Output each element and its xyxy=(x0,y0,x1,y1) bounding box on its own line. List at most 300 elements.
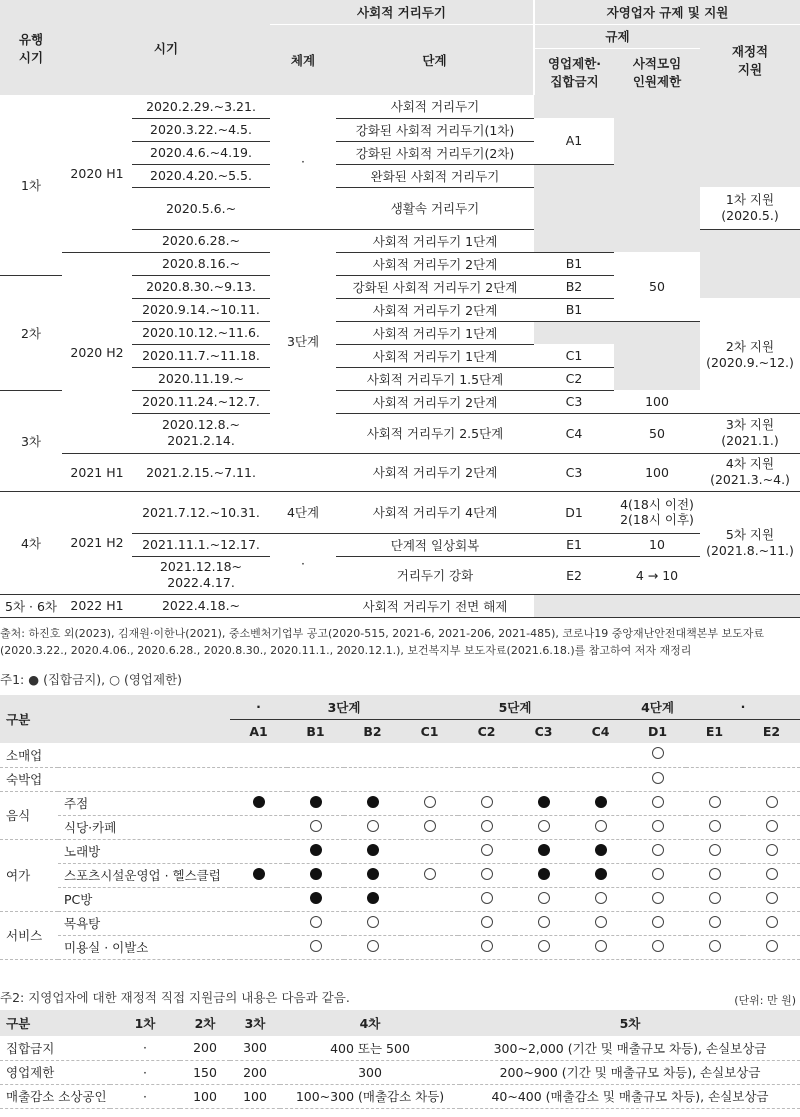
empty-circle-icon xyxy=(538,892,550,904)
stage-cell: 거리두기 강화 xyxy=(336,556,534,594)
code-cell: A1 xyxy=(534,118,614,164)
t2-code-header: E1 xyxy=(686,719,743,743)
t2-mark-cell xyxy=(686,815,743,839)
header-regulation: 규제 xyxy=(534,24,700,48)
support-cell: 1차 지원 (2020.5.) xyxy=(700,187,800,229)
stage-cell: 생활속 거리두기 xyxy=(336,187,534,229)
period-cell: 2020.3.22.~4.5. xyxy=(132,118,270,141)
note-1: 주1: ● (집합금지), ○ (영업제한) xyxy=(0,672,183,687)
system-cell: 4단계 xyxy=(270,491,336,533)
code-cell xyxy=(534,95,614,118)
stage-cell: 단계적 일상회복 xyxy=(336,533,534,556)
period-cell: 2020.8.30.~9.13. xyxy=(132,275,270,298)
code-cell xyxy=(534,321,614,344)
t2-subcategory: 노래방 xyxy=(58,839,230,863)
support-cell: 4차 지원 (2021.3.~4.) xyxy=(700,453,800,491)
limit-cell: 100 xyxy=(614,453,700,491)
period-cell: 2020.4.6.~4.19. xyxy=(132,141,270,164)
t2-mark-cell xyxy=(344,743,401,767)
empty-circle-icon xyxy=(538,940,550,952)
empty-circle-icon xyxy=(367,940,379,952)
t2-subcategory: 주점 xyxy=(58,791,230,815)
t2-mark-cell xyxy=(743,743,800,767)
empty-circle-icon xyxy=(538,820,550,832)
t2-mark-cell xyxy=(230,887,287,911)
period-cell: 2020.4.20.~5.5. xyxy=(132,164,270,187)
t2-mark-cell xyxy=(287,887,344,911)
code-cell: B1 xyxy=(534,252,614,275)
stage-cell: 사회적 거리두기 2단계 xyxy=(336,298,534,321)
stage-cell: 사회적 거리두기 2단계 xyxy=(336,252,534,275)
t2-category: 여가 xyxy=(0,839,58,911)
code-cell xyxy=(534,187,614,229)
t2-code-header: B1 xyxy=(287,719,344,743)
t2-mark-cell xyxy=(515,815,572,839)
t2-mark-cell xyxy=(515,767,572,791)
t2-row xyxy=(0,911,800,935)
t3-cell: 100 xyxy=(230,1084,280,1108)
stage-cell: 사회적 거리두기 2단계 xyxy=(336,453,534,491)
period-cell: 2022.4.18.~ xyxy=(132,594,270,617)
t3-cell: 300 xyxy=(230,1036,280,1060)
empty-circle-icon xyxy=(595,916,607,928)
support-cell xyxy=(700,252,800,275)
empty-circle-icon xyxy=(481,892,493,904)
t2-mark-cell xyxy=(686,863,743,887)
t2-category: 소매업 xyxy=(0,743,230,767)
t2-mark-cell xyxy=(287,839,344,863)
t2-mark-cell xyxy=(515,887,572,911)
t2-mark-cell xyxy=(230,743,287,767)
t2-mark-cell xyxy=(572,887,629,911)
empty-circle-icon xyxy=(367,916,379,928)
stage-cell: 사회적 거리두기 xyxy=(336,95,534,118)
empty-circle-icon xyxy=(481,940,493,952)
t2-mark-cell xyxy=(572,935,629,959)
t2-mark-cell xyxy=(344,791,401,815)
code-cell: B1 xyxy=(534,298,614,321)
empty-circle-icon xyxy=(424,868,436,880)
t2-mark-cell xyxy=(629,911,686,935)
t2-subcategory: 목욕탕 xyxy=(58,911,230,935)
t2-group-header: 4단계 xyxy=(629,695,686,719)
t3-cell: 영업제한 xyxy=(0,1060,110,1084)
filled-circle-icon xyxy=(367,892,379,904)
unit-label: (단위: 만 원) xyxy=(734,994,796,1007)
filled-circle-icon xyxy=(538,844,550,856)
t2-group-header: 5단계 xyxy=(401,695,629,719)
empty-circle-icon xyxy=(652,796,664,808)
code-cell: D1 xyxy=(534,491,614,533)
t2-mark-cell xyxy=(743,935,800,959)
empty-circle-icon xyxy=(310,820,322,832)
t2-mark-cell xyxy=(515,863,572,887)
stage-cell: 사회적 거리두기 1단계 xyxy=(336,229,534,252)
empty-circle-icon xyxy=(709,868,721,880)
stage-cell: 사회적 거리두기 2단계 xyxy=(336,390,534,413)
period-cell: 2020.2.29.~3.21. xyxy=(132,95,270,118)
filled-circle-icon xyxy=(310,844,322,856)
t2-mark-cell xyxy=(572,743,629,767)
t2-subcategory: 미용실 · 이발소 xyxy=(58,935,230,959)
t2-mark-cell xyxy=(344,839,401,863)
t2-row xyxy=(0,791,800,815)
code-cell: E1 xyxy=(534,533,614,556)
half-cell: 2020 H1 xyxy=(62,95,132,252)
empty-circle-icon xyxy=(310,940,322,952)
t2-mark-cell xyxy=(344,863,401,887)
t2-code-header: C2 xyxy=(458,719,515,743)
t2-mark-cell xyxy=(458,911,515,935)
industry-restriction-table xyxy=(0,695,800,960)
t2-group-header: · xyxy=(686,695,800,719)
t2-mark-cell xyxy=(401,743,458,767)
filled-circle-icon xyxy=(253,868,265,880)
t2-mark-cell xyxy=(572,863,629,887)
t2-mark-cell xyxy=(572,911,629,935)
stage-cell: 강화된 사회적 거리두기(2차) xyxy=(336,141,534,164)
t3-header: 5차 xyxy=(460,1010,800,1036)
limit-cell xyxy=(614,95,700,187)
empty-circle-icon xyxy=(709,916,721,928)
t2-code-header: C4 xyxy=(572,719,629,743)
t2-row xyxy=(0,887,800,911)
filled-circle-icon xyxy=(310,796,322,808)
empty-gray-cell xyxy=(534,594,800,617)
t2-code-header: C1 xyxy=(401,719,458,743)
t2-mark-cell xyxy=(287,767,344,791)
source-note: 출처: 하진호 외(2023), 김재원·이한나(2021), 중소벤처기업부 공고(2020-515, 2021-6, 2021-206, 2021-485), 코로나19 중앙재난안전대책본부 보도자료(2020.3.22., 2020.4.06., 2020.6.28., 2020.8.30., 2020.11.1., 2020.12.1.), 보건복지부 보도자료(2021.6.18.)를 참고하여 저자 재정리 xyxy=(0,627,765,657)
empty-circle-icon xyxy=(424,820,436,832)
empty-circle-icon xyxy=(481,868,493,880)
t2-mark-cell xyxy=(458,815,515,839)
t2-mark-cell xyxy=(230,839,287,863)
t3-cell: 매출감소 소상공인 xyxy=(0,1084,110,1108)
t2-mark-cell xyxy=(686,839,743,863)
t2-mark-cell xyxy=(686,911,743,935)
t2-mark-cell xyxy=(230,767,287,791)
period-cell: 2020.5.6.~ xyxy=(132,187,270,229)
period-cell: 2020.6.28.~ xyxy=(132,229,270,252)
t2-mark-cell xyxy=(629,839,686,863)
t2-mark-cell xyxy=(230,911,287,935)
t2-row xyxy=(0,839,800,863)
limit-cell: 10 xyxy=(614,533,700,556)
code-cell: C2 xyxy=(534,367,614,390)
filled-circle-icon xyxy=(367,844,379,856)
t2-mark-cell xyxy=(458,887,515,911)
t3-header: 3차 xyxy=(230,1010,280,1036)
system-cell xyxy=(270,594,336,617)
t3-cell: 집합금지 xyxy=(0,1036,110,1060)
t2-mark-cell xyxy=(401,767,458,791)
t2-row xyxy=(0,743,800,767)
empty-circle-icon xyxy=(766,868,778,880)
filled-circle-icon xyxy=(595,796,607,808)
limit-cell: 50 xyxy=(614,413,700,453)
t3-cell: 200 xyxy=(180,1036,230,1060)
t2-mark-cell xyxy=(287,791,344,815)
t2-mark-cell xyxy=(287,935,344,959)
code-cell: C1 xyxy=(534,344,614,367)
support-cell xyxy=(700,95,800,187)
t3-cell: · xyxy=(110,1084,180,1108)
t3-cell: 100~300 (매출감소 차등) xyxy=(280,1084,460,1108)
stage-cell: 사회적 거리두기 1.5단계 xyxy=(336,367,534,390)
t2-mark-cell xyxy=(743,911,800,935)
code-cell: C3 xyxy=(534,390,614,413)
filled-circle-icon xyxy=(595,868,607,880)
t2-mark-cell xyxy=(458,767,515,791)
t2-mark-cell xyxy=(515,935,572,959)
t3-cell: · xyxy=(110,1060,180,1084)
t2-category: 서비스 xyxy=(0,911,58,959)
wave-cell: 4차 xyxy=(0,491,62,594)
empty-circle-icon xyxy=(424,796,436,808)
t2-row xyxy=(0,935,800,959)
period-cell: 2020.8.16.~ xyxy=(132,252,270,275)
half-cell: 2022 H1 xyxy=(62,594,132,617)
t2-code-header: D1 xyxy=(629,719,686,743)
t2-subcategory: 식당·카페 xyxy=(58,815,230,839)
header-financial-support: 재정적 지원 xyxy=(700,24,800,95)
t2-mark-cell xyxy=(287,863,344,887)
t2-mark-cell xyxy=(629,767,686,791)
t2-mark-cell xyxy=(629,863,686,887)
empty-circle-icon xyxy=(766,892,778,904)
half-cell: 2021 H2 xyxy=(62,491,132,594)
stage-cell: 완화된 사회적 거리두기 xyxy=(336,164,534,187)
filled-circle-icon xyxy=(253,796,265,808)
code-cell: B2 xyxy=(534,275,614,298)
t2-mark-cell xyxy=(572,815,629,839)
header-social-distancing: 사회적 거리두기 xyxy=(270,0,534,24)
period-cell: 2020.10.12.~11.6. xyxy=(132,321,270,344)
t2-mark-cell xyxy=(401,791,458,815)
t3-cell: 300 xyxy=(280,1060,460,1084)
t2-mark-cell xyxy=(401,815,458,839)
period-cell: 2020.12.8.~ 2021.2.14. xyxy=(132,413,270,453)
t2-mark-cell xyxy=(686,791,743,815)
period-cell: 2020.9.14.~10.11. xyxy=(132,298,270,321)
limit-cell: 4 → 10 xyxy=(614,556,700,594)
half-cell: 2021 H1 xyxy=(62,453,132,491)
system-cell: 3단계 xyxy=(270,229,336,453)
t2-mark-cell xyxy=(629,815,686,839)
t2-mark-cell xyxy=(515,743,572,767)
t2-mark-cell xyxy=(743,887,800,911)
period-cell: 2021.12.18~ 2022.4.17. xyxy=(132,556,270,594)
t2-mark-cell xyxy=(230,863,287,887)
t2-row xyxy=(0,863,800,887)
t2-row xyxy=(0,767,800,791)
t2-mark-cell xyxy=(344,911,401,935)
code-cell xyxy=(534,229,614,252)
empty-circle-icon xyxy=(595,940,607,952)
t2-code-header: C3 xyxy=(515,719,572,743)
period-cell: 2020.11.7.~11.18. xyxy=(132,344,270,367)
t3-cell: 150 xyxy=(180,1060,230,1084)
t2-mark-cell xyxy=(230,815,287,839)
t2-mark-cell xyxy=(629,791,686,815)
t2-mark-cell xyxy=(572,791,629,815)
t2-mark-cell xyxy=(344,935,401,959)
wave-cell: 3차 xyxy=(0,390,62,491)
t2-mark-cell xyxy=(401,887,458,911)
header-wave: 유행 시기 xyxy=(0,0,62,95)
empty-circle-icon xyxy=(481,796,493,808)
filled-circle-icon xyxy=(310,868,322,880)
stage-cell: 사회적 거리두기 2.5단계 xyxy=(336,413,534,453)
t2-mark-cell xyxy=(743,863,800,887)
empty-circle-icon xyxy=(652,772,664,784)
code-cell: C3 xyxy=(534,453,614,491)
stage-cell: 사회적 거리두기 1단계 xyxy=(336,344,534,367)
limit-cell xyxy=(614,321,700,390)
t2-mark-cell xyxy=(458,839,515,863)
t2-mark-cell xyxy=(515,839,572,863)
t2-code-header: A1 xyxy=(230,719,287,743)
header-business-ban: 영업제한· 집합금지 xyxy=(534,48,614,95)
empty-circle-icon xyxy=(595,892,607,904)
t2-mark-cell xyxy=(458,743,515,767)
t2-mark-cell xyxy=(743,815,800,839)
empty-circle-icon xyxy=(481,820,493,832)
empty-circle-icon xyxy=(538,916,550,928)
limit-cell xyxy=(614,229,700,252)
t3-cell: 200 xyxy=(230,1060,280,1084)
filled-circle-icon xyxy=(595,844,607,856)
wave-cell: 1차 xyxy=(0,95,62,275)
empty-circle-icon xyxy=(766,796,778,808)
empty-circle-icon xyxy=(709,892,721,904)
t2-mark-cell xyxy=(572,839,629,863)
empty-circle-icon xyxy=(766,916,778,928)
t2-header-label: 구분 xyxy=(0,695,230,743)
empty-circle-icon xyxy=(652,940,664,952)
support-cell xyxy=(700,229,800,252)
t2-mark-cell xyxy=(287,815,344,839)
limit-cell: 4(18시 이전) 2(18시 이후) xyxy=(614,491,700,533)
t2-mark-cell xyxy=(629,887,686,911)
t3-cell: 40~400 (매출감소 및 매출규모 차등), 손실보상금 xyxy=(460,1084,800,1108)
t3-header: 1차 xyxy=(110,1010,180,1036)
empty-circle-icon xyxy=(766,820,778,832)
t2-group-header: · xyxy=(230,695,287,719)
limit-cell: 50 xyxy=(614,252,700,321)
t2-mark-cell xyxy=(230,935,287,959)
t2-subcategory: 스포츠시설운영업 · 헬스클럽 xyxy=(58,863,230,887)
t2-mark-cell xyxy=(515,791,572,815)
t2-mark-cell xyxy=(287,911,344,935)
filled-circle-icon xyxy=(310,892,322,904)
empty-circle-icon xyxy=(481,916,493,928)
t3-header: 2차 xyxy=(180,1010,230,1036)
empty-circle-icon xyxy=(766,844,778,856)
empty-circle-icon xyxy=(652,892,664,904)
stage-cell: 사회적 거리두기 4단계 xyxy=(336,491,534,533)
empty-circle-icon xyxy=(709,844,721,856)
header-period: 시기 xyxy=(62,0,270,95)
t2-mark-cell xyxy=(401,911,458,935)
t2-mark-cell xyxy=(458,935,515,959)
t2-mark-cell xyxy=(401,863,458,887)
t2-mark-cell xyxy=(686,935,743,959)
t3-cell: · xyxy=(110,1036,180,1060)
system-cell: · xyxy=(270,95,336,229)
t2-mark-cell xyxy=(344,815,401,839)
t3-cell: 400 또는 500 xyxy=(280,1036,460,1060)
filled-circle-icon xyxy=(538,796,550,808)
empty-circle-icon xyxy=(709,820,721,832)
empty-circle-icon xyxy=(310,916,322,928)
empty-circle-icon xyxy=(766,940,778,952)
period-cell: 2021.11.1.~12.17. xyxy=(132,533,270,556)
system-cell xyxy=(270,453,336,491)
code-cell: E2 xyxy=(534,556,614,594)
stage-cell: 사회적 거리두기 1단계 xyxy=(336,321,534,344)
t2-group-header: 3단계 xyxy=(287,695,401,719)
t2-category: 숙박업 xyxy=(0,767,230,791)
t2-mark-cell xyxy=(629,935,686,959)
t2-mark-cell xyxy=(230,791,287,815)
t2-mark-cell xyxy=(686,743,743,767)
filled-circle-icon xyxy=(538,868,550,880)
code-cell: C4 xyxy=(534,413,614,453)
t3-cell: 100 xyxy=(180,1084,230,1108)
header-system: 체계 xyxy=(270,24,336,95)
stage-cell: 강화된 사회적 거리두기 2단계 xyxy=(336,275,534,298)
empty-circle-icon xyxy=(652,747,664,759)
t2-mark-cell xyxy=(401,935,458,959)
empty-circle-icon xyxy=(652,820,664,832)
period-cell: 2021.7.12.~10.31. xyxy=(132,491,270,533)
t3-header: 4차 xyxy=(280,1010,460,1036)
wave-cell: 5차 · 6차 xyxy=(0,594,62,617)
support-cell xyxy=(700,275,800,298)
t2-mark-cell xyxy=(401,839,458,863)
empty-circle-icon xyxy=(652,916,664,928)
period-cell: 2021.2.15.~7.11. xyxy=(132,453,270,491)
t3-cell: 200~900 (기간 및 매출규모 차등), 손실보상금 xyxy=(460,1060,800,1084)
t2-mark-cell xyxy=(287,743,344,767)
limit-cell xyxy=(614,187,700,229)
t2-mark-cell xyxy=(344,887,401,911)
code-cell xyxy=(534,164,614,187)
empty-circle-icon xyxy=(652,868,664,880)
wave-cell: 2차 xyxy=(0,275,62,390)
empty-circle-icon xyxy=(709,940,721,952)
empty-circle-icon xyxy=(367,820,379,832)
t3-header: 구분 xyxy=(0,1010,110,1036)
t2-code-header: E2 xyxy=(743,719,800,743)
t2-mark-cell xyxy=(572,767,629,791)
period-cell: 2020.11.24.~12.7. xyxy=(132,390,270,413)
empty-circle-icon xyxy=(595,820,607,832)
t2-row xyxy=(0,815,800,839)
t2-mark-cell xyxy=(743,767,800,791)
empty-circle-icon xyxy=(709,796,721,808)
support-cell: 3차 지원 (2021.1.) xyxy=(700,413,800,453)
t2-mark-cell xyxy=(629,743,686,767)
t2-mark-cell xyxy=(458,863,515,887)
header-gathering-limit: 사적모임 인원제한 xyxy=(614,48,700,95)
t2-subcategory: PC방 xyxy=(58,887,230,911)
empty-circle-icon xyxy=(652,844,664,856)
system-cell: · xyxy=(270,533,336,594)
stage-cell: 사회적 거리두기 전면 해제 xyxy=(336,594,534,617)
stage-cell: 강화된 사회적 거리두기(1차) xyxy=(336,118,534,141)
